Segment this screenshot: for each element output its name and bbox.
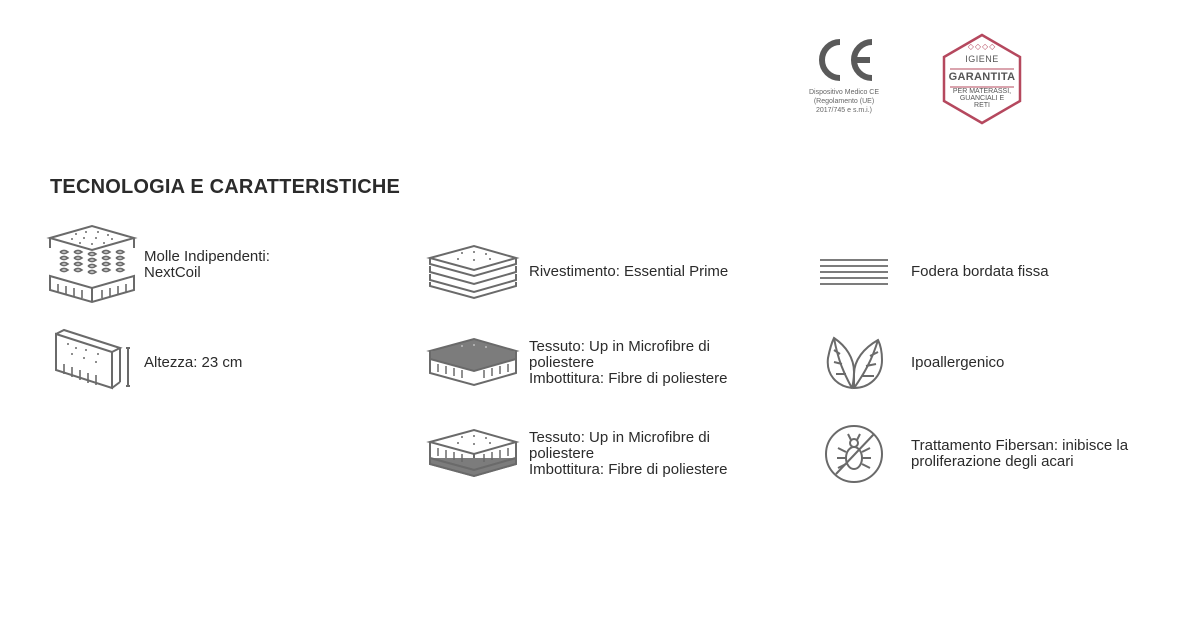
ce-caption [792,88,896,115]
badge-line-garantita: GARANTITA [948,71,1016,83]
badge-line-details [936,88,1028,109]
feature-line: NextCoil [144,264,201,281]
badge-detail-line: PER MATERASSI, [952,88,1012,95]
feature-text [520,339,727,387]
dark-top-mattress-icon [428,328,520,398]
feature-hypoallergenic [818,328,1004,398]
feature-line: Trattamento Fibersan: inibisce la [911,437,1129,454]
feature-text [520,430,727,478]
fixed-border-lining-icon [818,237,910,307]
feature-lining [818,237,1049,307]
feature-text [138,355,242,371]
feature-fabric-1 [428,328,727,398]
feature-line: proliferazione degli acari [911,453,1074,470]
ce-caption-line: (Regolamento (UE) [813,98,875,105]
mattress-height-icon [46,328,138,398]
ce-certification [792,36,896,115]
ce-caption-line: 2017/745 e s.m.i.) [815,107,873,114]
feature-text [910,438,1128,470]
feature-anti-mites [818,419,1128,489]
feature-line: poliestere [529,445,595,462]
badge-stars: ◇◇◇◇ [967,42,997,51]
feature-line: Fodera bordata fissa [911,263,1049,280]
pocket-springs-mattress-icon [46,230,138,300]
badge-detail-line: RETI [974,102,990,109]
feature-line: Tessuto: Up in Microfibre di [529,338,710,355]
feature-text [910,264,1049,280]
feature-height [46,328,242,398]
section-title: TECNOLOGIA E CARATTERISTICHE [50,176,401,198]
feature-line: Molle Indipendenti: [144,248,270,265]
no-mites-icon [818,419,910,489]
feature-line: Ipoallergenico [911,354,1005,371]
feature-springs [46,230,270,300]
leaves-hypoallergenic-icon [818,328,910,398]
feature-text [520,264,728,280]
feature-line: Altezza: 23 cm [144,354,243,371]
feature-line: Rivestimento: Essential Prime [529,263,729,280]
feature-fabric-2 [428,419,727,489]
feature-text [910,355,1004,371]
feature-line: poliestere [529,354,595,371]
hygiene-guaranteed-badge [936,33,1028,125]
feature-line: Imbottitura: Fibre di poliestere [529,461,728,478]
quilted-mattress-icon [428,419,520,489]
feature-text [138,249,270,281]
badge-line-igiene: IGIENE [965,54,999,64]
layered-cover-icon [428,237,520,307]
feature-line: Tessuto: Up in Microfibre di [529,429,710,446]
feature-cover [428,237,728,307]
feature-line: Imbottitura: Fibre di poliestere [529,370,728,387]
ce-mark-icon [812,36,876,84]
ce-caption-line: Dispositivo Medico CE [808,89,880,96]
badge-detail-line: GUANCIALI E [959,95,1005,102]
